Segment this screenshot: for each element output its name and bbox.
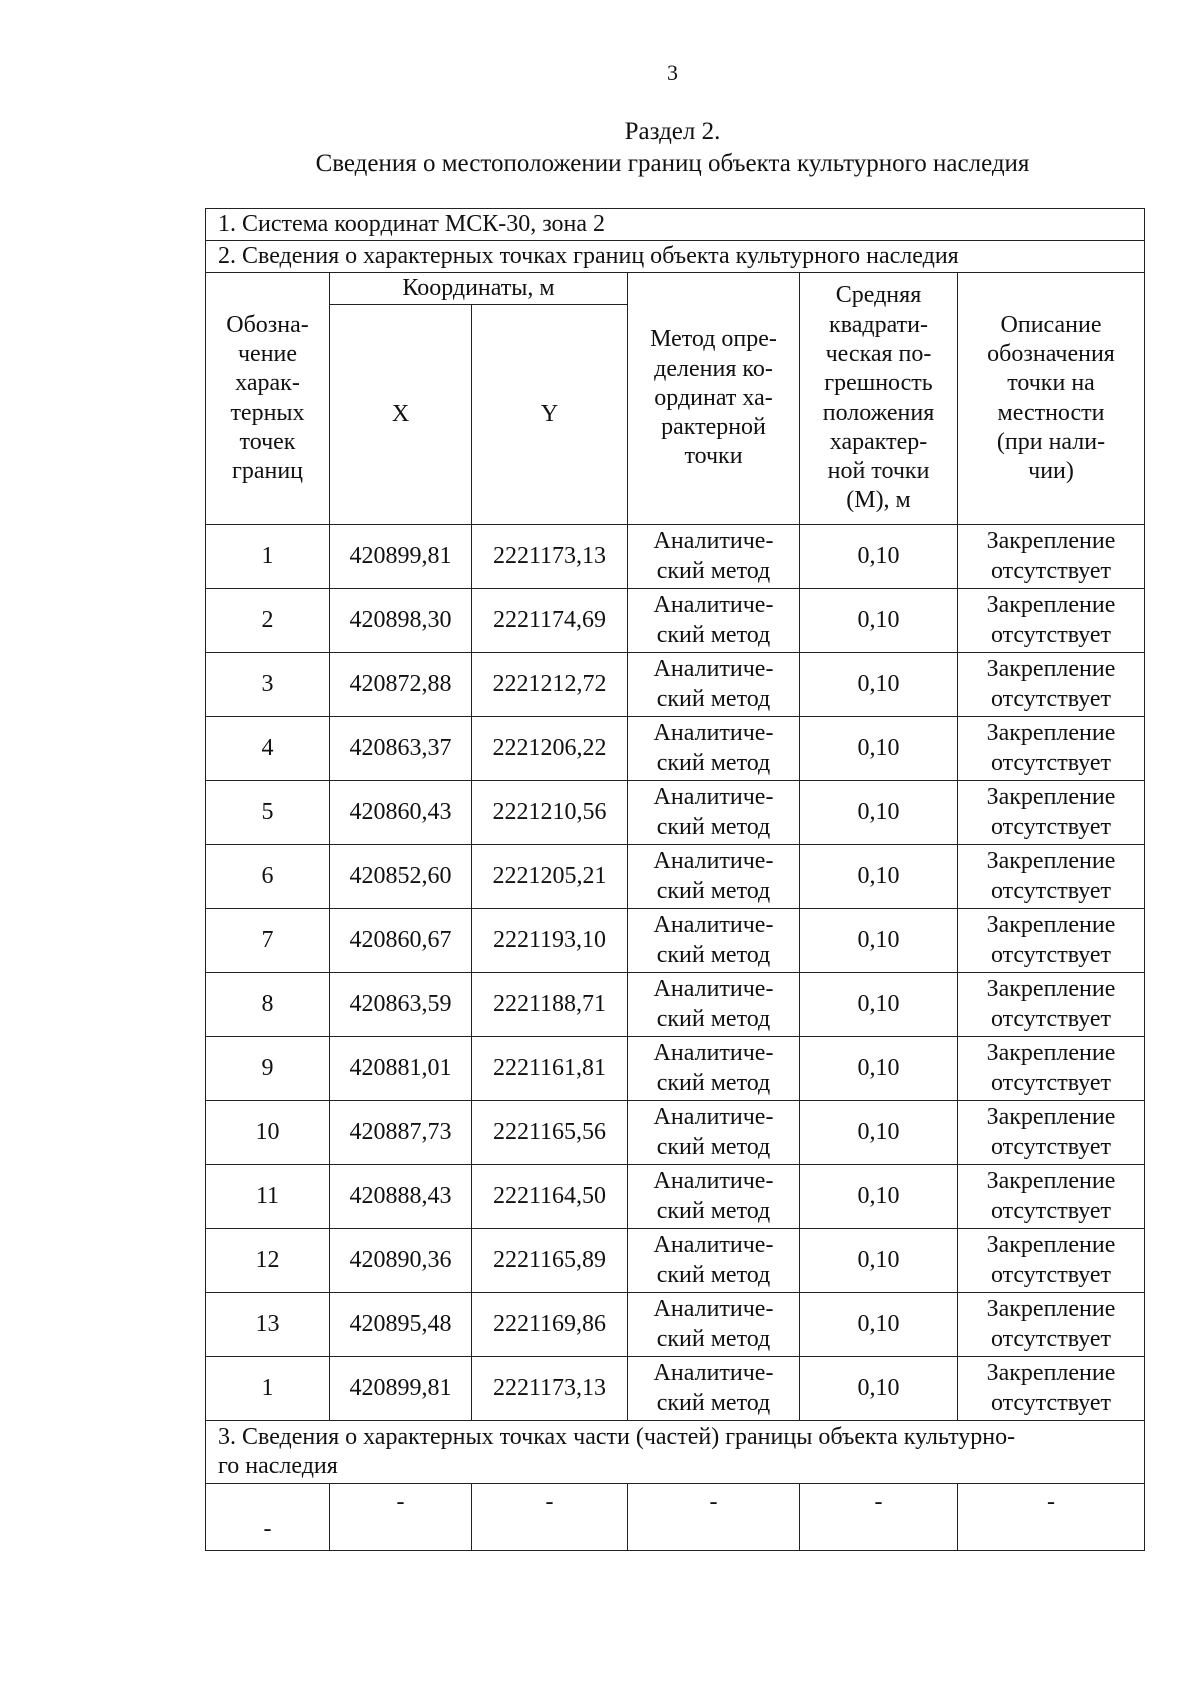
point-number-cell: 6 (206, 845, 330, 909)
description-cell: Закрепление отсутствует (958, 1229, 1145, 1293)
y-coordinate-cell: 2221165,89 (472, 1229, 628, 1293)
error-cell: 0,10 (800, 973, 958, 1037)
method-cell: Аналитиче- ский метод (628, 973, 800, 1037)
x-coordinate-cell: 420890,36 (330, 1229, 472, 1293)
description-cell: Закрепление отсутствует (958, 1357, 1145, 1421)
table-row (206, 909, 1145, 973)
description-cell: Закрепление отсутствует (958, 1037, 1145, 1101)
table-row (206, 781, 1145, 845)
description-cell: Закрепление отсутствует (958, 525, 1145, 589)
error-cell: 0,10 (800, 909, 958, 973)
table-row (206, 1165, 1145, 1229)
y-coordinate-cell: 2221174,69 (472, 589, 628, 653)
empty-cell: - (330, 1484, 472, 1551)
x-coordinate-cell: 420898,30 (330, 589, 472, 653)
x-coordinate-cell: 420899,81 (330, 1357, 472, 1421)
description-cell: Закрепление отсутствует (958, 717, 1145, 781)
description-cell: Закрепление отсутствует (958, 1165, 1145, 1229)
x-coordinate-cell: 420888,43 (330, 1165, 472, 1229)
method-cell: Аналитиче- ский метод (628, 1293, 800, 1357)
method-cell: Аналитиче- ский метод (628, 653, 800, 717)
table-row (206, 1037, 1145, 1101)
empty-row (206, 1484, 1145, 1551)
point-number-cell: 8 (206, 973, 330, 1037)
x-coordinate-cell: 420852,60 (330, 845, 472, 909)
method-cell: Аналитиче- ский метод (628, 781, 800, 845)
boundary-points-heading: 2. Сведения о характерных точках границ объекта культурного наследия (206, 241, 1145, 273)
table-row (206, 1357, 1145, 1421)
error-cell: 0,10 (800, 1357, 958, 1421)
error-cell: 0,10 (800, 525, 958, 589)
x-coordinate-cell: 420863,59 (330, 973, 472, 1037)
coordinates-table (205, 208, 1145, 1551)
part-boundary-points-heading: 3. Сведения о характерных точках части (частей) границы объекта культурно- го наследия (206, 1421, 1145, 1484)
x-coordinate-cell: 420863,37 (330, 717, 472, 781)
y-coordinate-cell: 2221205,21 (472, 845, 628, 909)
empty-cell: - (628, 1484, 800, 1551)
header-method: Метод опре- деления ко- ординат ха- рактерной точки (628, 273, 800, 525)
description-cell: Закрепление отсутствует (958, 973, 1145, 1037)
y-coordinate-cell: 2221193,10 (472, 909, 628, 973)
y-coordinate-cell: 2221173,13 (472, 1357, 628, 1421)
table-row (206, 717, 1145, 781)
header-coordinates: Координаты, м (330, 273, 628, 305)
error-cell: 0,10 (800, 653, 958, 717)
table-row (206, 973, 1145, 1037)
header-y: Y (472, 305, 628, 525)
description-cell: Закрепление отсутствует (958, 1101, 1145, 1165)
empty-cell: - (800, 1484, 958, 1551)
point-number-cell: 10 (206, 1101, 330, 1165)
x-coordinate-cell: 420887,73 (330, 1101, 472, 1165)
table-row (206, 845, 1145, 909)
point-number-cell: 7 (206, 909, 330, 973)
point-number-cell: 2 (206, 589, 330, 653)
y-coordinate-cell: 2221210,56 (472, 781, 628, 845)
x-coordinate-cell: 420881,01 (330, 1037, 472, 1101)
header-point-designation: Обозна- чение харак- терных точек границ (206, 273, 330, 525)
point-number-cell: 12 (206, 1229, 330, 1293)
error-cell: 0,10 (800, 1293, 958, 1357)
y-coordinate-cell: 2221161,81 (472, 1037, 628, 1101)
method-cell: Аналитиче- ский метод (628, 1101, 800, 1165)
point-number-cell: 9 (206, 1037, 330, 1101)
error-cell: 0,10 (800, 845, 958, 909)
method-cell: Аналитиче- ский метод (628, 1357, 800, 1421)
description-cell: Закрепление отсутствует (958, 1293, 1145, 1357)
x-coordinate-cell: 420899,81 (330, 525, 472, 589)
table-row (206, 525, 1145, 589)
description-cell: Закрепление отсутствует (958, 781, 1145, 845)
table-row (206, 1229, 1145, 1293)
error-cell: 0,10 (800, 1101, 958, 1165)
table-row (206, 1293, 1145, 1357)
y-coordinate-cell: 2221206,22 (472, 717, 628, 781)
table-row (206, 653, 1145, 717)
description-cell: Закрепление отсутствует (958, 909, 1145, 973)
header-description: Описание обозначения точки на местности (при нали- чии) (958, 273, 1145, 525)
point-number-cell: 4 (206, 717, 330, 781)
error-cell: 0,10 (800, 1229, 958, 1293)
method-cell: Аналитиче- ский метод (628, 1229, 800, 1293)
y-coordinate-cell: 2221169,86 (472, 1293, 628, 1357)
description-cell: Закрепление отсутствует (958, 845, 1145, 909)
page-number: 3 (667, 60, 678, 85)
y-coordinate-cell: 2221173,13 (472, 525, 628, 589)
section-subtitle: Сведения о местоположении границ объекта культурного наследия (315, 150, 1030, 177)
empty-cell: - (472, 1484, 628, 1551)
y-coordinate-cell: 2221212,72 (472, 653, 628, 717)
y-coordinate-cell: 2221188,71 (472, 973, 628, 1037)
x-coordinate-cell: 420895,48 (330, 1293, 472, 1357)
x-coordinate-cell: 420872,88 (330, 653, 472, 717)
empty-cell: - (206, 1484, 330, 1551)
point-number-cell: 13 (206, 1293, 330, 1357)
error-cell: 0,10 (800, 1037, 958, 1101)
table-row (206, 1101, 1145, 1165)
method-cell: Аналитиче- ский метод (628, 845, 800, 909)
description-cell: Закрепление отсутствует (958, 589, 1145, 653)
method-cell: Аналитиче- ский метод (628, 525, 800, 589)
y-coordinate-cell: 2221165,56 (472, 1101, 628, 1165)
method-cell: Аналитиче- ский метод (628, 909, 800, 973)
description-cell: Закрепление отсутствует (958, 653, 1145, 717)
header-mean-square-error: Средняя квадрати- ческая по- грешность положения характер- ной точки (М), м (800, 273, 958, 525)
method-cell: Аналитиче- ский метод (628, 1165, 800, 1229)
error-cell: 0,10 (800, 717, 958, 781)
y-coordinate-cell: 2221164,50 (472, 1165, 628, 1229)
error-cell: 0,10 (800, 781, 958, 845)
point-number-cell: 1 (206, 525, 330, 589)
empty-cell: - (958, 1484, 1145, 1551)
point-number-cell: 3 (206, 653, 330, 717)
error-cell: 0,10 (800, 589, 958, 653)
method-cell: Аналитиче- ский метод (628, 1037, 800, 1101)
point-number-cell: 11 (206, 1165, 330, 1229)
header-x: X (330, 305, 472, 525)
point-number-cell: 1 (206, 1357, 330, 1421)
point-number-cell: 5 (206, 781, 330, 845)
x-coordinate-cell: 420860,67 (330, 909, 472, 973)
section-title: Раздел 2. (624, 118, 721, 145)
coordinate-system-row: 1. Система координат МСК-30, зона 2 (206, 209, 1145, 241)
table-row (206, 589, 1145, 653)
x-coordinate-cell: 420860,43 (330, 781, 472, 845)
method-cell: Аналитиче- ский метод (628, 717, 800, 781)
error-cell: 0,10 (800, 1165, 958, 1229)
method-cell: Аналитиче- ский метод (628, 589, 800, 653)
